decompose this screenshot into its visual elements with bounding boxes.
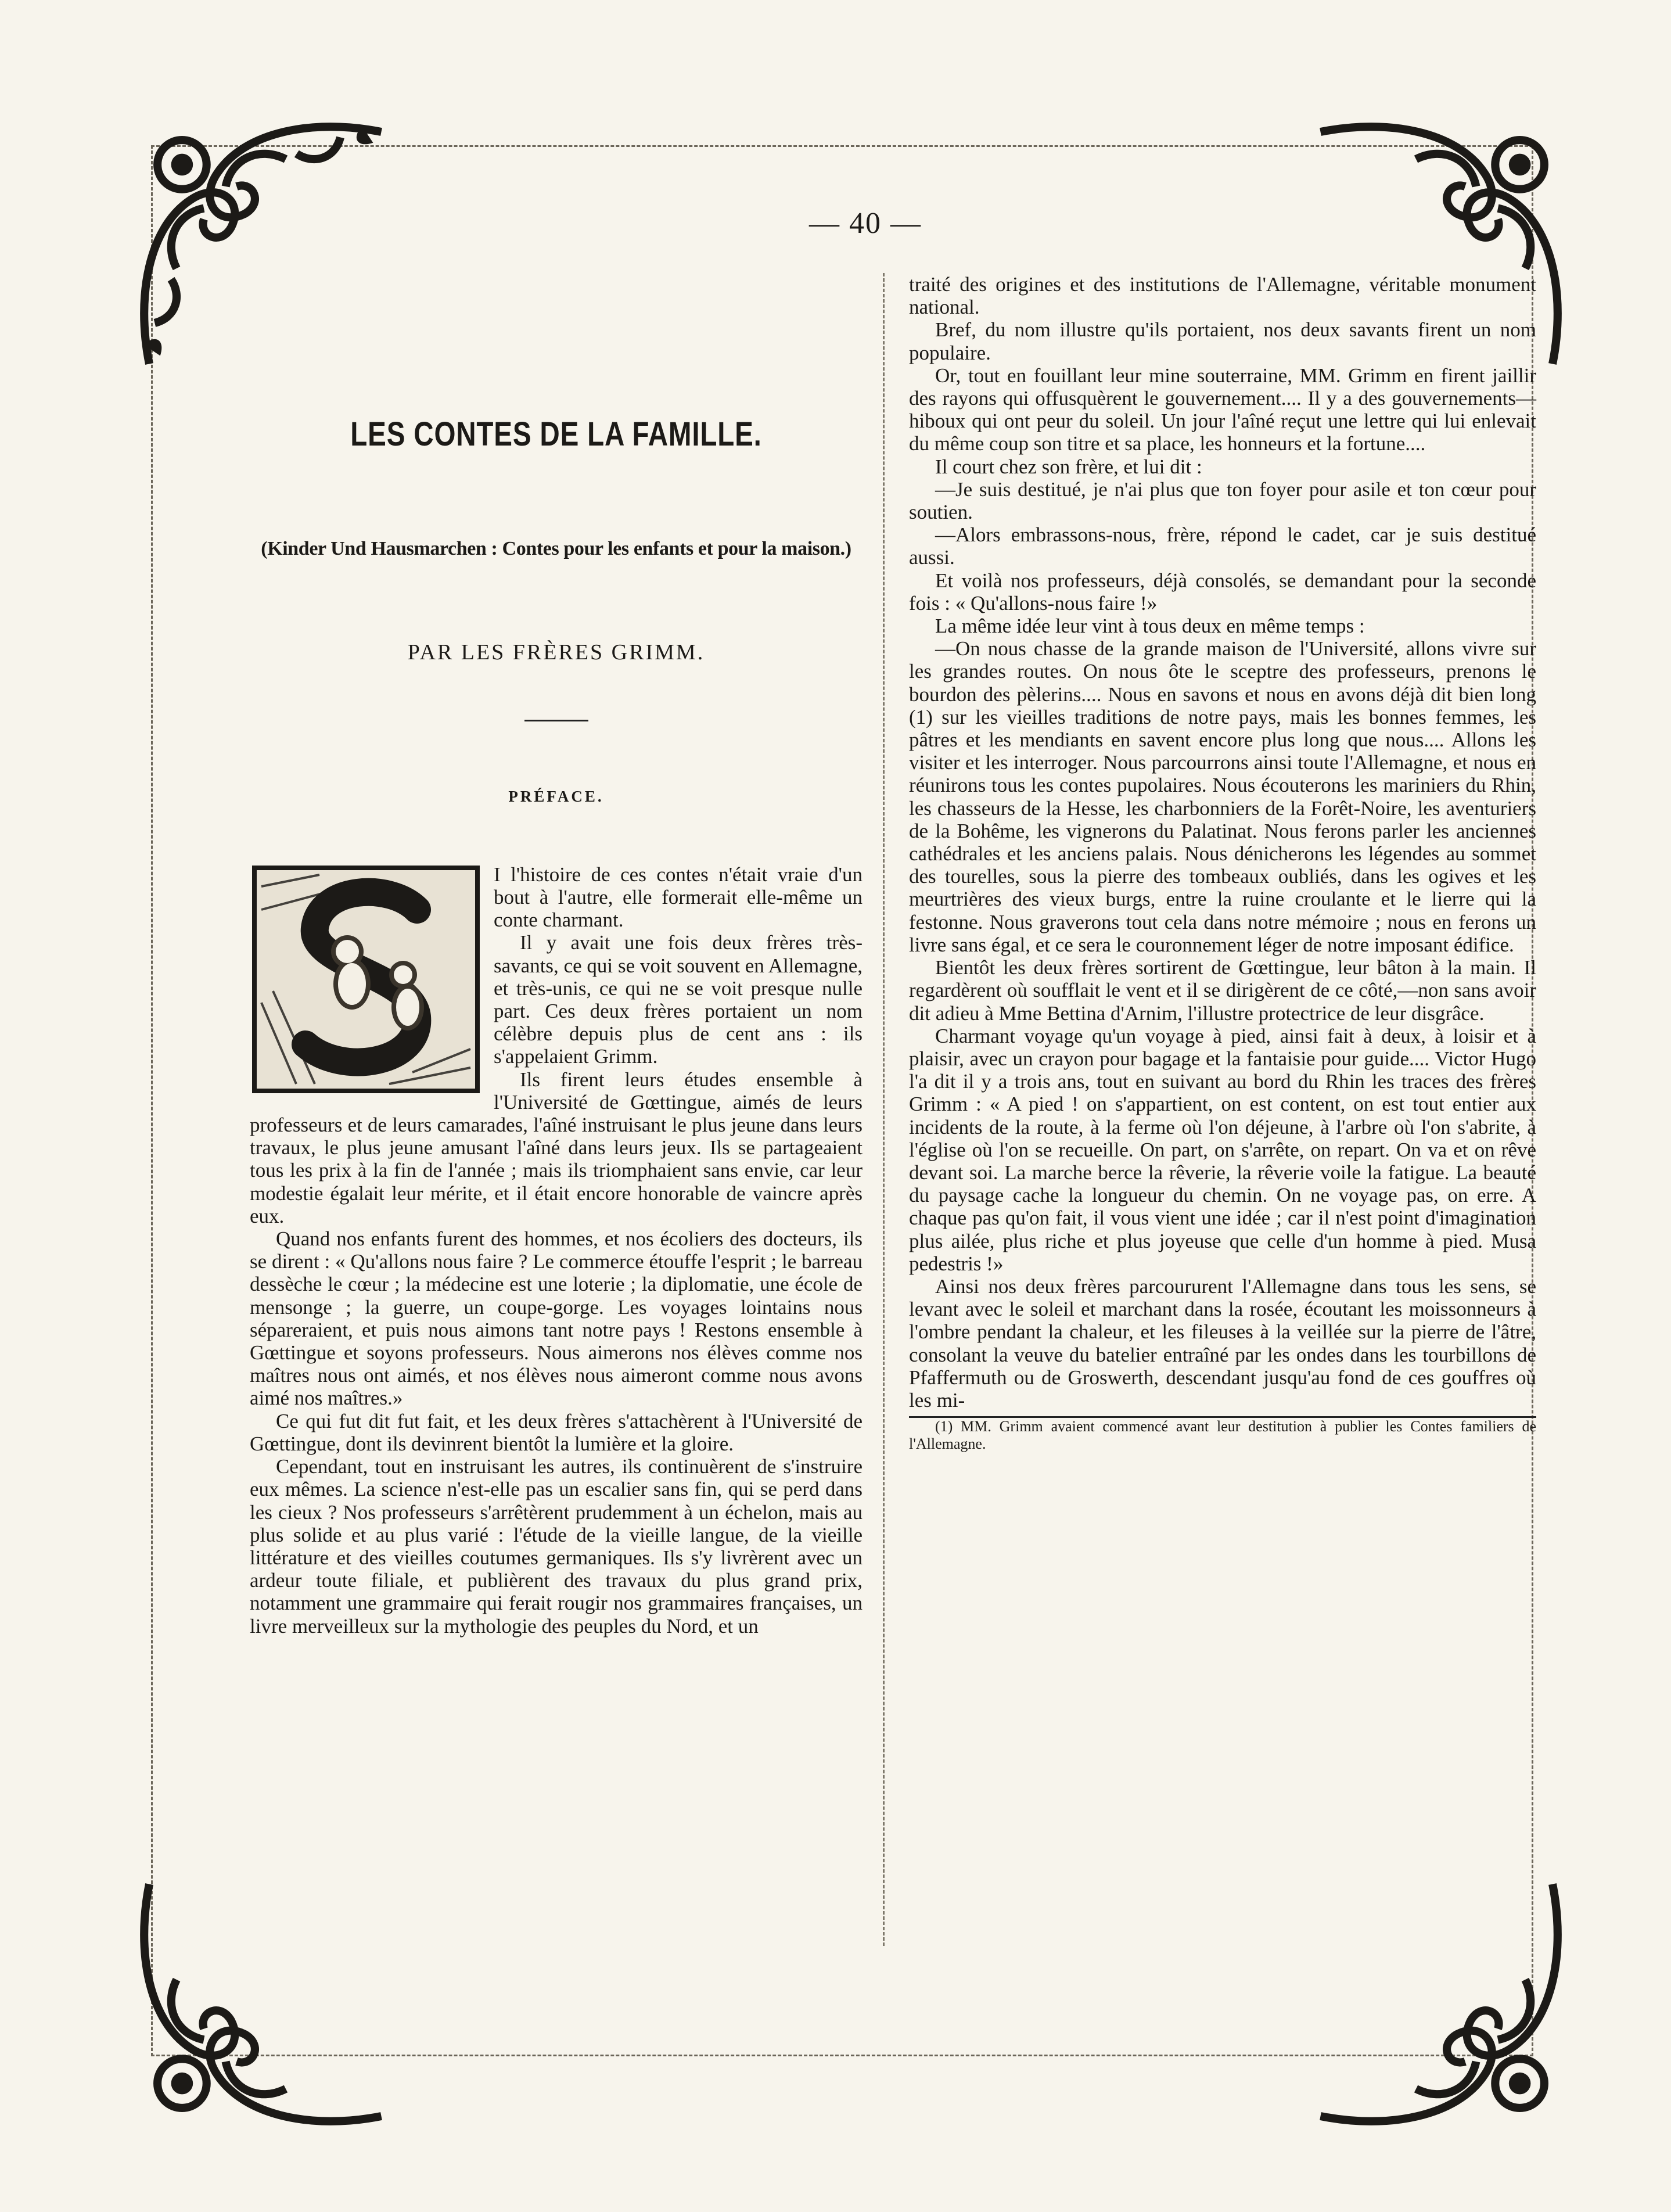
column-divider xyxy=(883,273,885,1946)
right-column xyxy=(909,273,1536,1946)
left-column xyxy=(250,273,863,1946)
paragraph: La même idée leur vint à tous deux en même temps : xyxy=(935,615,1365,638)
article-subtitle: (Kinder Und Hausmarchen : Contes pour les enfants et pour la maison.) xyxy=(261,538,851,560)
paragraph: Bref, du nom illustre qu'ils portaient, nos deux savants firent un nom populaire. xyxy=(909,318,1536,364)
paragraph: Ils firent leurs études ensemble à l'Université de Gœttingue, aimés de leurs professeurs et de leurs camarades, l'aîné instruisant le plus jeune dans leurs travaux, le plus jeune amusant l'aîné dans leurs jeux. Ils se partageaient tous les prix à la fin de l'année ; mais ils triomphaient sans envie, car leur modestie égalait leur mérite, et il était encore honorable de vaincre après eux. xyxy=(250,1068,863,1227)
paragraph: Or, tout en fouillant leur mine souterraine, MM. Grimm en firent jaillir des rayons qui offusquèrent le gouvernement.... Il y a des gouvernements—hiboux qui ont peur du soleil. Un jour l'aîné reçut une lettre qui lui enlevait du même coup son titre et sa place, les honneurs et la fortune.... xyxy=(909,364,1536,455)
paragraph: Il court chez son frère, et lui dit : xyxy=(935,455,1202,478)
paragraph: —On nous chasse de la grande maison de l'Université, allons vivre sur les grandes routes. On nous ôte le sceptre des professeurs, prenons le bourdon des pèlerins.... Nous en savons et nous en avons déjà dit bien long (1) sur les vieilles traditions de notre pays, mais les bonnes femmes, les pâtres et les mendiants en savent encore plus long que nous.... Allons les visiter et les interroger. Nous parcourrons ainsi toute l'Allemagne, et nous en réunirons tous les contes pupolaires. Nous écouterons les mariniers du Rhin, les chasseurs de la Hesse, les charbonniers de la Forêt-Noire, les aventuriers de la Bohême, les vignerons du Palatinat. Nous ferons parler les anciennes cathédrales et les anciens palais. Nous dénicherons les légendes au sommet des tourelles, sous la pierre des tombeaux oubliés, dans les ogives et les meurtrières des vieux burgs, entre la ruine croulante et le lierre qui la festonne. Nous graverons tout cela dans notre mémoire ; nous en ferons un livre sans égal, et ce sera le couronnement léger de notre imposant édifice. xyxy=(909,637,1536,956)
paragraph: Bientôt les deux frères sortirent de Gœttingue, leur bâton à la main. Il regardèrent où soufflait le vent et il se dirigèrent de ce côté,—non sans avoir dit adieu à Mme Bettina d'Arnim, l'illustre protectrice de leur disgrâce. xyxy=(909,956,1536,1025)
paragraph: —Alors embrassons-nous, frère, répond le cadet, car je suis destitué aussi. xyxy=(909,523,1536,569)
paragraph: Ce qui fut dit fut fait, et les deux frères s'attachèrent à l'Université de Gœttingue, dont ils devinrent bientôt la lumière et la gloire. xyxy=(250,1409,863,1455)
engraved-initial-icon xyxy=(250,863,482,1096)
paragraph: Quand nos enfants furent des hommes, et nos écoliers des docteurs, ils se dirent : « Qu'allons nous faire ? Le commerce étouffe l'esprit ; le barreau dessèche le cœur ; la médecine est une loterie ; la diplomatie, une école de mensonge ; la guerre, un coupe-gorge. Les voyages lointains nous sépareraient, et puis nous aimons tant notre pays ! Restons ensemble à Gœttingue et soyons professeurs. Nous aimerons nos élèves comme nos maîtres nous ont aimés, et nos élèves nous aimeront comme nous avons aimé nos maîtres.» xyxy=(250,1227,863,1410)
paragraph: Cependant, tout en instruisant les autres, ils continuèrent de s'instruire eux mêmes. La science n'est-elle pas un escalier sans fin, qui se perd dans les cieux ? Nos professeurs s'arrêtèrent prudemment à un échelon, mais au plus solide et au plus varié : l'étude de la vieille langue, de la vieille littérature et des vieilles coutumes germaniques. Ils s'y livrèrent avec un ardeur toute filiale, et publièrent des travaux du plus grand prix, notamment une grammaire qui ferait rougir nos grammaires françaises, un livre merveilleux sur la mythologie des peuples du Nord, et un xyxy=(250,1455,863,1638)
paragraph: traité des origines et des institutions de l'Allemagne, véritable monument national. xyxy=(909,273,1536,319)
paragraph: I l'histoire de ces contes n'était vraie d'un bout à l'autre, elle formerait elle-même un conte charmant. xyxy=(494,863,863,932)
paragraph: Et voilà nos professeurs, déjà consolés, se demandant pour la seconde fois : « Qu'allons-nous faire !» xyxy=(909,569,1536,615)
byline: PAR LES FRÈRES GRIMM. xyxy=(407,640,705,665)
footnote: (1) MM. Grimm avaient commencé avant leur destitution à publier les Contes familiers de l'Allemagne. xyxy=(909,1418,1536,1453)
preface-heading: PRÉFACE. xyxy=(508,787,604,805)
paragraph: —Je suis destitué, je n'ai plus que ton foyer pour asile et ton cœur pour soutien. xyxy=(909,477,1536,524)
paragraph: Ainsi nos deux frères parcoururent l'Allemagne dans tous les sens, se levant avec le soleil et marchant dans la rosée, écoutant les moissonneurs à l'ombre pendant la chaleur, et les fileuses à la veillée sur la pierre de l'âtre, consolant la veuve du batelier entraîné par les ondes dans les tourbillons de Pfaffermuth ou de Groswerth, descendant jusqu'au fond de ces gouffres où les mi- xyxy=(909,1274,1536,1412)
separator-rule xyxy=(524,720,588,721)
preface-body xyxy=(250,863,863,1638)
article-title: LES CONTES DE LA FAMILLE. xyxy=(350,415,762,453)
paragraph: Il y avait une fois deux frères très-savants, ce qui se voit souvent en Allemagne, et très-unis, ce qui ne se voit presque nulle part. Ces deux frères portaient un nom célèbre depuis plus de cent ans : ils s'appelaient Grimm. xyxy=(494,931,863,1068)
paragraph: Charmant voyage qu'un voyage à pied, ainsi fait à deux, à loisir et à plaisir, avec un crayon pour bagage et la fantaisie pour guide.... Victor Hugo l'a dit il y a trois ans, tout en suivant au bord du Rhin les traces des frères Grimm : « A pied ! on s'appartient, on est content, on est tout entier aux incidents de la route, à la ferme où l'on déjeune, à l'arbre où l'on s'abrite, à l'église où l'on se recueille. On part, on s'arrête, on repart. On va et on rêve devant soi. La marche berce la rêverie, la rêverie voile la fatigue. La beauté du paysage cache la longueur du chemin. On ne voyage pas, on erre. A chaque pas qu'on fait, il vous vient une idée ; car il n'est point d'imagination plus ailée, plus riche et plus joyeuse que celle d'un homme à pied. Musa pedestris !» xyxy=(909,1024,1536,1275)
page-number: — 40 — xyxy=(809,207,922,240)
